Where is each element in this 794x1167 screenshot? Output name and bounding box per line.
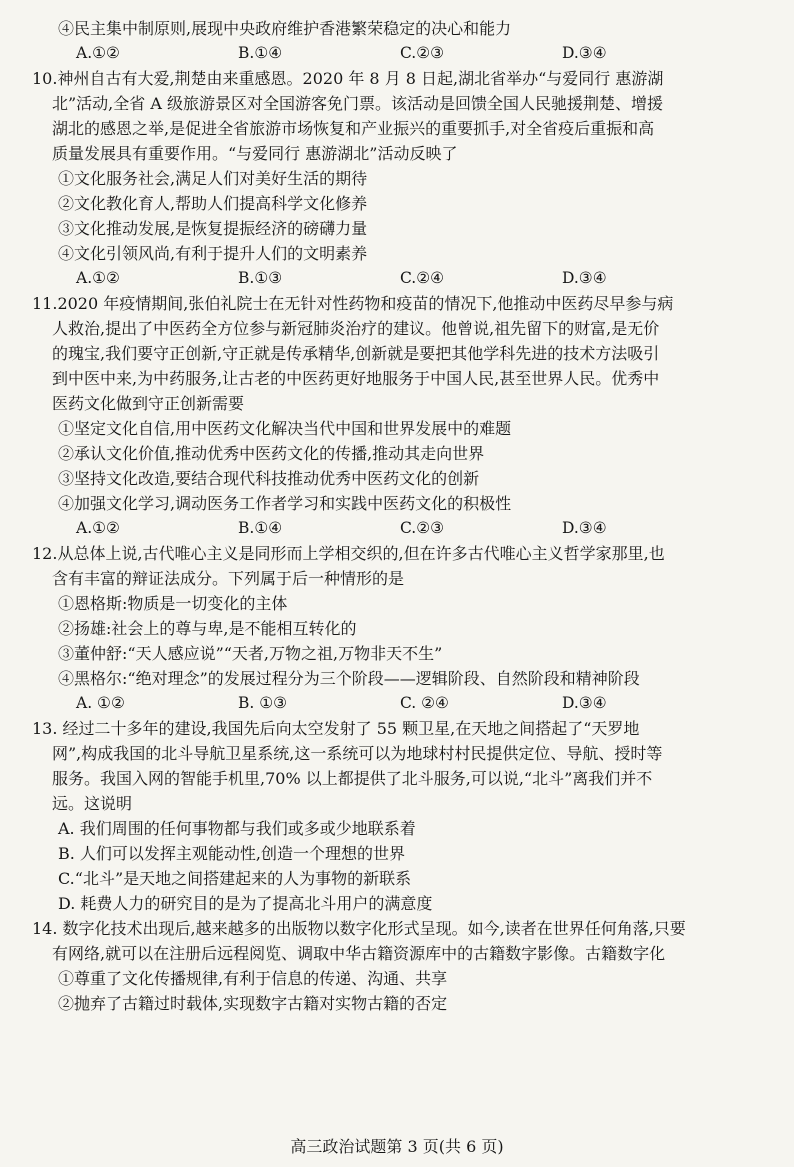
- q11-options: [52, 516, 764, 541]
- q13-choice-a[interactable]: A. 我们周围的任何事物都与我们或多或少地联系着: [58, 819, 416, 838]
- q11-option-b[interactable]: B.①④: [238, 519, 283, 537]
- q11-option-d[interactable]: D.③④: [562, 519, 607, 537]
- q12-option-c[interactable]: C. ②④: [400, 694, 449, 712]
- q11-option-a[interactable]: A.①②: [76, 519, 120, 537]
- q13-choice-b[interactable]: B. 人们可以发挥主观能动性,创造一个理想的世界: [58, 844, 406, 863]
- page-footer: 高三政治试题第 3 页(共 6 页): [290, 1137, 504, 1156]
- q12-options: [52, 691, 764, 716]
- q10-options: [52, 266, 764, 291]
- q14-stem-line: 14. 数字化技术出现后,越来越多的出版物以数字化形式呈现。如今,读者在世界任何角落,只要: [32, 919, 686, 938]
- q10-statement: ③文化推动发展,是恢复提振经济的磅礴力量: [58, 219, 368, 238]
- q11-stem-line: 11.2020 年疫情期间,张伯礼院士在无针对性药物和疫苗的情况下,他推动中医药尽早参与病: [32, 294, 674, 313]
- q11-stem-line: 到中医中来,为中药服务,让古老的中医药更好地服务于中国人民,甚至世界人民。优秀中: [52, 369, 660, 388]
- question-12: [32, 541, 764, 716]
- q12-option-b[interactable]: B. ①③: [238, 694, 288, 712]
- q11-statement: ②承认文化价值,推动优秀中医药文化的传播,推动其走向世界: [58, 444, 485, 463]
- q10-option-d[interactable]: D.③④: [562, 269, 607, 287]
- q9-options: [52, 41, 764, 66]
- question-11: [32, 291, 764, 541]
- q9-statement-4: ④民主集中制原则,展现中央政府维护香港繁荣稳定的决心和能力: [58, 19, 512, 38]
- q11-statement: ③坚持文化改造,要结合现代科技推动优秀中医药文化的创新: [58, 469, 480, 488]
- q10-statement: ①文化服务社会,满足人们对美好生活的期待: [58, 169, 368, 188]
- q13-choice-c[interactable]: C.“北斗”是天地之间搭建起来的人为事物的新联系: [58, 869, 412, 888]
- q9-option-b[interactable]: B.①④: [238, 44, 283, 62]
- question-13: [32, 716, 764, 916]
- q10-stem-line: 10.神州自古有大爱,荆楚由来重感恩。2020 年 8 月 8 日起,湖北省举办“与爱同行 惠游湖: [32, 69, 664, 88]
- q10-stem-line: 质量发展具有重要作用。“与爱同行 惠游湖北”活动反映了: [52, 144, 458, 163]
- q12-option-a[interactable]: A. ①②: [76, 694, 125, 712]
- q13-stem-line: 网”,构成我国的北斗导航卫星系统,这一系统可以为地球村村民提供定位、导航、授时等: [52, 744, 663, 763]
- q12-statement: ②扬雄:社会上的尊与卑,是不能相互转化的: [58, 619, 357, 638]
- q9-option-d[interactable]: D.③④: [562, 44, 607, 62]
- q12-statement: ④黑格尔:“绝对理念”的发展过程分为三个阶段——逻辑阶段、自然阶段和精神阶段: [58, 669, 640, 688]
- q12-stem-line: 含有丰富的辩证法成分。下列属于后一种情形的是: [52, 569, 405, 588]
- q10-option-c[interactable]: C.②④: [400, 269, 445, 287]
- q11-statement: ④加强文化学习,调动医务工作者学习和实践中医药文化的积极性: [58, 494, 512, 513]
- q13-stem-line: 13. 经过二十多年的建设,我国先后向太空发射了 55 颗卫星,在天地之间搭起了“天罗地: [32, 719, 640, 738]
- q10-statement: ②文化教化育人,帮助人们提高科学文化修养: [58, 194, 368, 213]
- q11-stem-line: 医药文化做到守正创新需要: [52, 394, 245, 413]
- q11-option-c[interactable]: C.②③: [400, 519, 445, 537]
- q10-stem-line: 北”活动,全省 A 级旅游景区对全国游客免门票。该活动是回馈全国人民驰援荆楚、增援: [52, 94, 663, 113]
- q10-statement: ④文化引领风尚,有利于提升人们的文明素养: [58, 244, 368, 263]
- q12-statement: ③董仲舒:“天人感应说”“天者,万物之祖,万物非天不生”: [58, 644, 443, 663]
- q13-choice-d[interactable]: D. 耗费人力的研究目的是为了提高北斗用户的满意度: [58, 894, 433, 913]
- q13-stem-line: 服务。我国入网的智能手机里,70% 以上都提供了北斗服务,可以说,“北斗”离我们并不: [52, 769, 653, 788]
- q9-option-c[interactable]: C.②③: [400, 44, 445, 62]
- q11-stem-line: 的瑰宝,我们要守正创新,守正就是传承精华,创新就是要把其他学科先进的技术方法吸引: [52, 344, 660, 363]
- q10-option-a[interactable]: A.①②: [76, 269, 120, 287]
- question-14: [32, 916, 764, 1016]
- q14-statement: ②抛弃了古籍过时载体,实现数字古籍对实物古籍的否定: [58, 994, 448, 1013]
- question-10: [32, 66, 764, 291]
- q12-stem-line: 12.从总体上说,古代唯心主义是同形而上学相交织的,但在许多古代唯心主义哲学家那里,也: [32, 544, 665, 563]
- q11-statement: ①坚定文化自信,用中医药文化解决当代中国和世界发展中的难题: [58, 419, 512, 438]
- q14-statement: ①尊重了文化传播规律,有利于信息的传递、沟通、共享: [58, 969, 448, 988]
- q12-option-d[interactable]: D.③④: [562, 694, 607, 712]
- q9-option-a[interactable]: A.①②: [76, 44, 120, 62]
- q10-stem-line: 湖北的感恩之举,是促进全省旅游市场恢复和产业振兴的重要抓手,对全省疫后重振和高: [52, 119, 655, 138]
- q14-stem-line: 有网络,就可以在注册后远程阅览、调取中华古籍资源库中的古籍数字影像。古籍数字化: [52, 944, 666, 963]
- q11-stem-line: 人救治,提出了中医药全方位参与新冠肺炎治疗的建议。他曾说,祖先留下的财富,是无价: [52, 319, 660, 338]
- q10-option-b[interactable]: B.①③: [238, 269, 283, 287]
- q12-statement: ①恩格斯:物质是一切变化的主体: [58, 594, 288, 613]
- q13-stem-line: 远。这说明: [52, 794, 133, 813]
